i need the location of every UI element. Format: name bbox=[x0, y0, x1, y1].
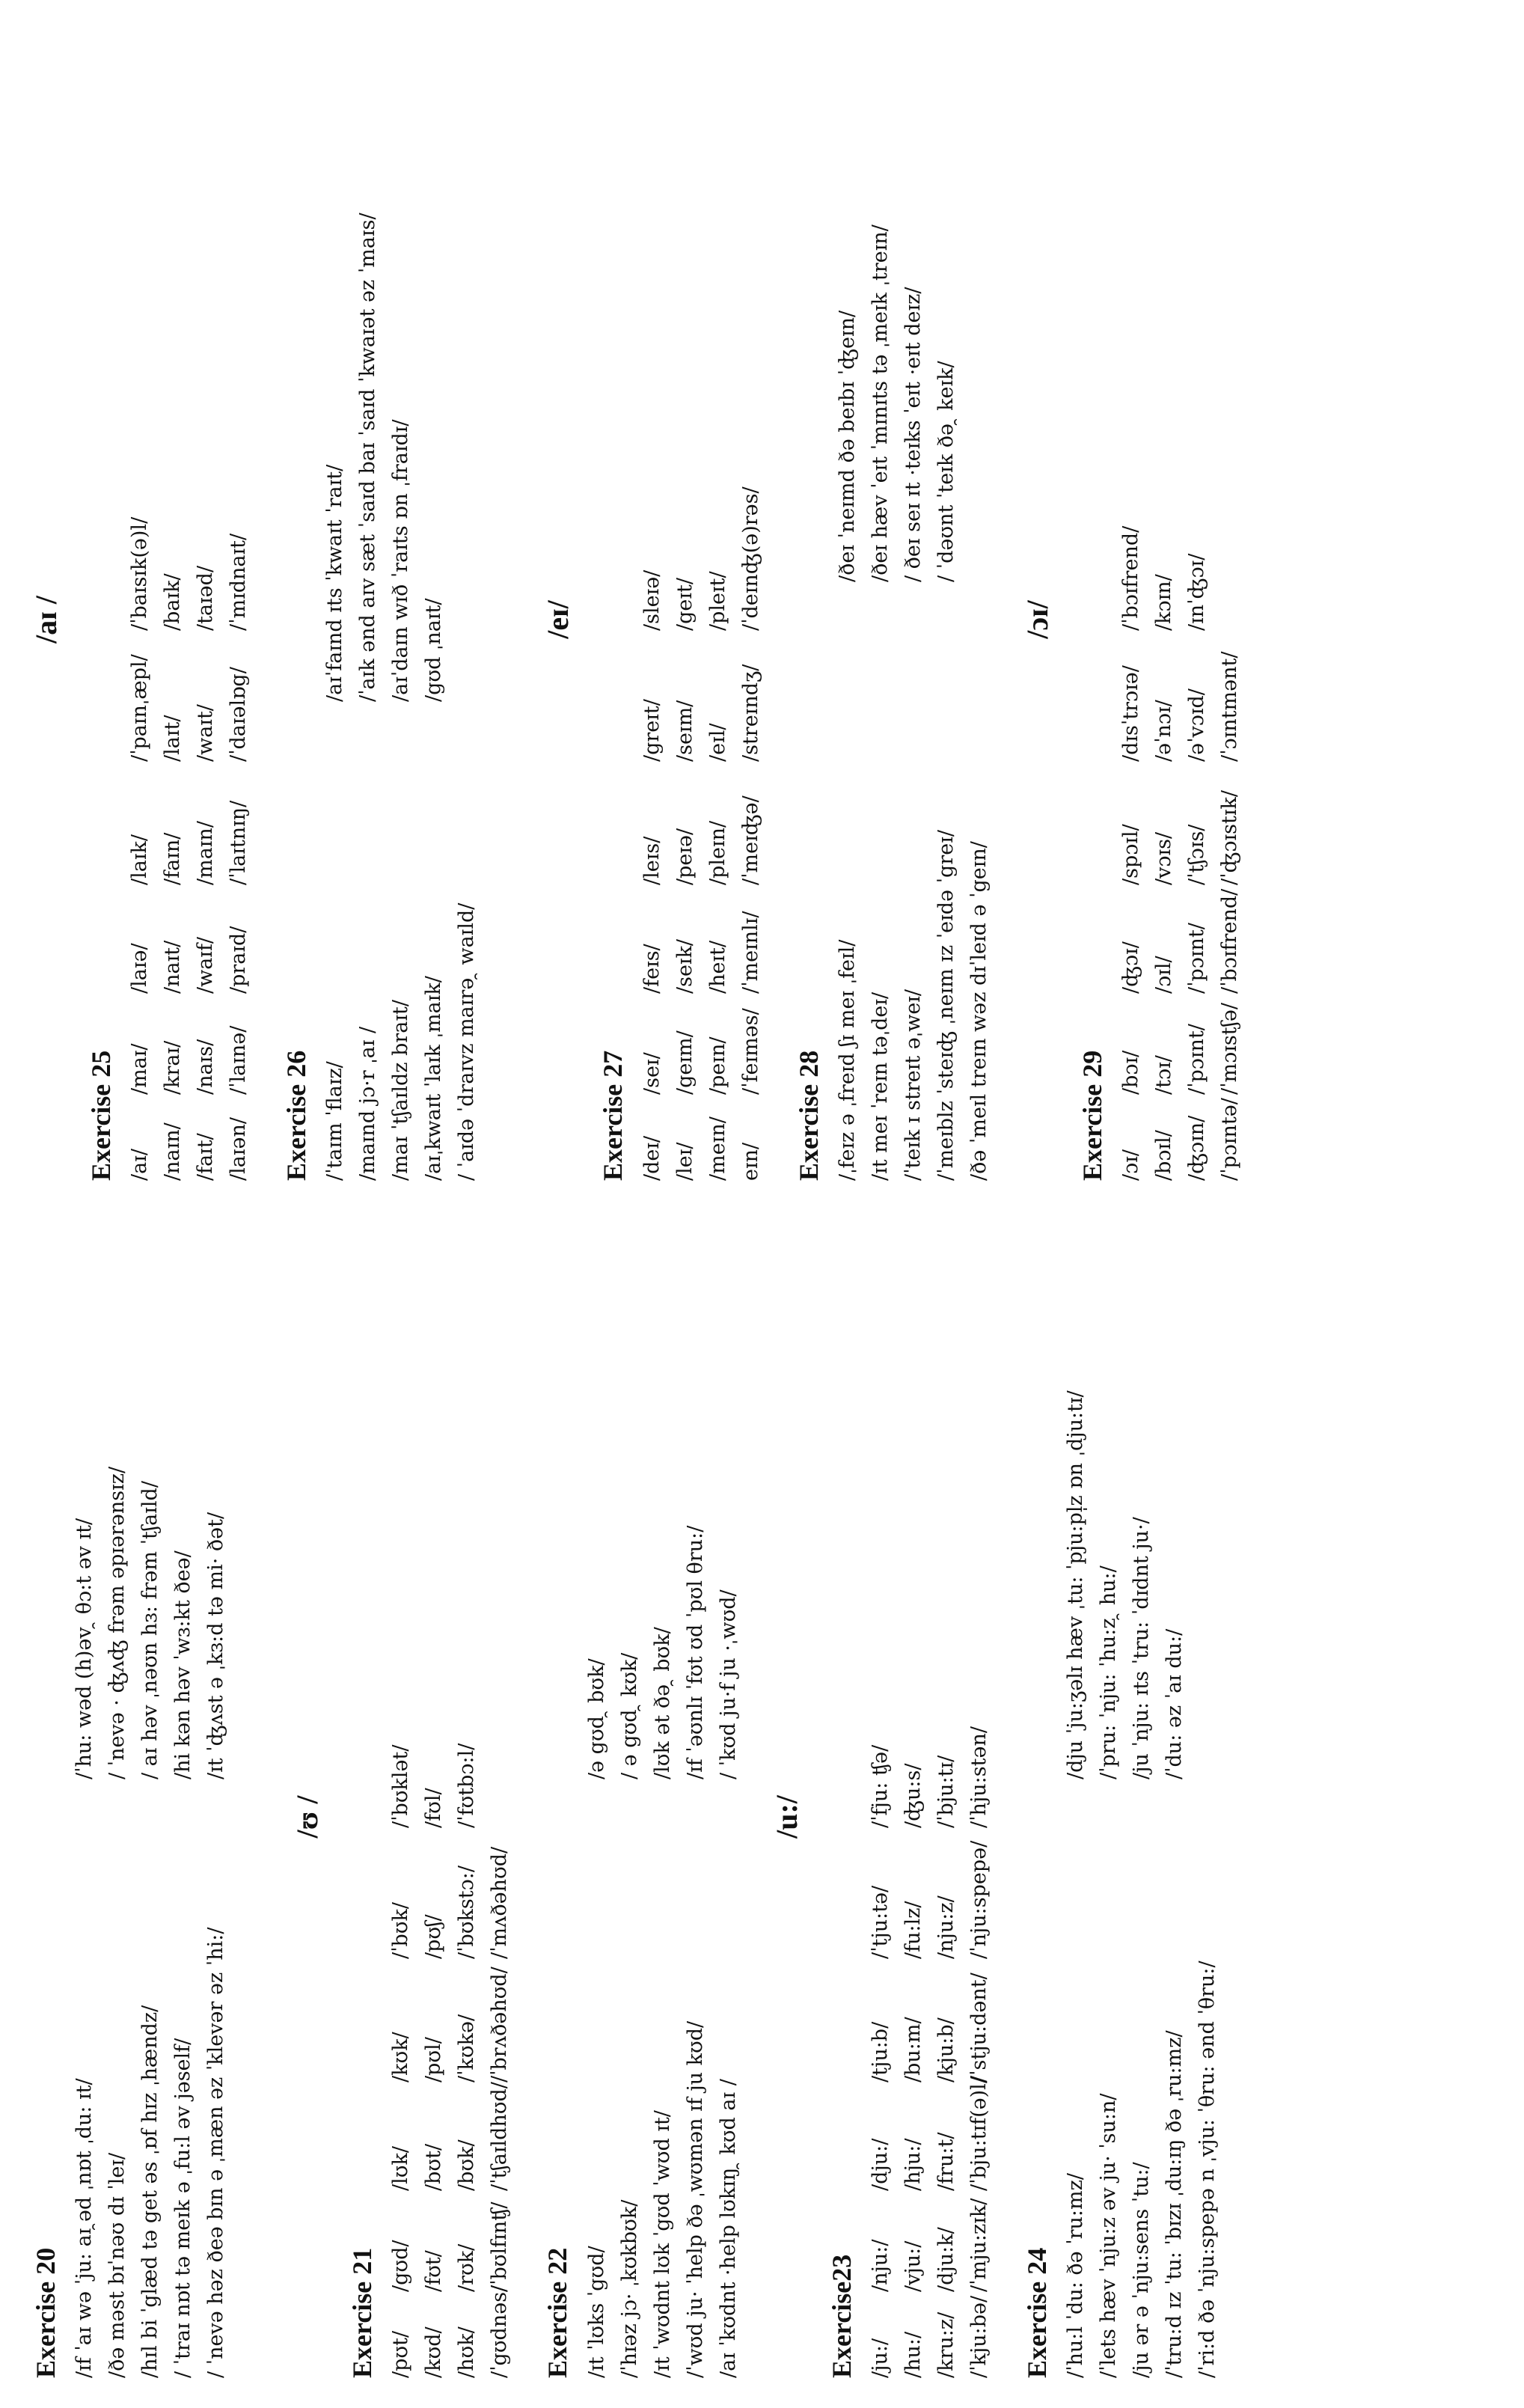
word: /ˈbɔɪfrend/ bbox=[1217, 888, 1241, 994]
word: /ʤu:s/ bbox=[901, 1763, 925, 1828]
word: /kju:b/ bbox=[934, 2017, 958, 2082]
sentence: / ˈnevə həz ðeə bɪn ə ˌmæn əz ˈklevər əz ˈhi:/ bbox=[204, 1927, 228, 2378]
word: /sleɪə/ bbox=[640, 569, 664, 631]
sentence-columns bbox=[581, 1256, 745, 2378]
section-heading: /aɪ / bbox=[29, 596, 63, 644]
sentence: /aɪˈfaɪnd ɪts ˈkwaɪt ˈraɪt/ bbox=[323, 464, 347, 702]
word: /ˈpɔɪntə/ bbox=[1217, 1098, 1241, 1181]
sentence-column-right bbox=[68, 1467, 233, 1779]
word: /waɪt/ bbox=[194, 704, 218, 762]
word bbox=[1214, 350, 1246, 500]
word: /laɪt/ bbox=[161, 715, 185, 762]
word: /ˈmeɪʤə/ bbox=[738, 795, 762, 885]
sentence-columns bbox=[831, 58, 996, 1181]
word: /laɪə/ bbox=[128, 943, 152, 994]
sentence: /ju ər ə ˈnju:sens ˈtu:/ bbox=[1129, 2162, 1153, 2378]
exercise-28 bbox=[793, 58, 996, 1181]
word: /peɪn/ bbox=[706, 1036, 729, 1095]
word: /ɪnˈʤɔɪ/ bbox=[1184, 553, 1208, 631]
word: /pleɪn/ bbox=[706, 820, 729, 885]
word: /ˈtʃɔɪs/ bbox=[1184, 824, 1208, 885]
sentence: /ɪt meɪ ˈreɪn təˌdeɪ/ bbox=[868, 991, 892, 1181]
word: /pʊʃ/ bbox=[422, 1914, 446, 1959]
word: /ˈbju:tɪf(ə)l/ bbox=[967, 2077, 991, 2191]
word-grid bbox=[123, 58, 255, 1181]
word-grid bbox=[385, 1256, 516, 2378]
word: /geɪm/ bbox=[673, 1030, 697, 1095]
word: /greɪt/ bbox=[640, 699, 664, 762]
sentence: /ˈaɪk ənd aɪv sæt ˈsaɪd baɪ ˈsaɪd ˈkwaɪət əz ˈmaɪs/ bbox=[356, 213, 380, 702]
word: /deɪ/ bbox=[640, 1135, 664, 1181]
word: /ˈfeɪməs/ bbox=[738, 1008, 762, 1095]
word: /gʊd/ bbox=[389, 2240, 413, 2292]
exercise-title: Exercise 24 bbox=[1021, 2247, 1052, 2378]
word: /baɪk/ bbox=[161, 573, 185, 631]
word: /ˈpaɪnˌæpl/ bbox=[128, 654, 152, 762]
word: /ˈɔɪntmənt/ bbox=[1217, 651, 1241, 762]
word: /tju:b/ bbox=[868, 2021, 892, 2082]
word: /maɪn/ bbox=[194, 821, 218, 885]
word: /ˈbʊlfɪnʧ/ bbox=[488, 2201, 512, 2292]
sentence: /ɪt ˈwʊdnt lʊk ˈgʊd ˈwʊd ɪt/ bbox=[650, 2110, 674, 2378]
word: /kʊk/ bbox=[389, 2032, 413, 2082]
sentence: /aɪˈdaɪn wɪð ˈraɪts ɒn ˌfraɪdɪ/ bbox=[389, 419, 413, 702]
word: /ɔɪl/ bbox=[1151, 956, 1175, 994]
word: /ˈʤɔɪstɪk/ bbox=[1217, 790, 1241, 885]
word: /ˈtju:tə/ bbox=[868, 1885, 892, 1959]
sentence-column-left bbox=[319, 903, 483, 1181]
word: /bʊt/ bbox=[422, 2143, 446, 2191]
sentence: /aɪ ˈkʊdnt ·help lʊkɪŋ ̯ kʊd aɪ / bbox=[716, 2079, 740, 2378]
word bbox=[1115, 350, 1148, 500]
word: /meɪn/ bbox=[706, 1116, 729, 1181]
word bbox=[669, 350, 702, 500]
sentence: / ˈkʊd ju·f ju ·ˌwʊd/ bbox=[716, 1589, 740, 1779]
sentence: / ˈdəʊnt ˈteɪk ðə ̯ keɪk/ bbox=[934, 361, 958, 582]
exercise-title: Exercise 27 bbox=[598, 1050, 628, 1181]
word: /ʤɔɪ/ bbox=[1118, 941, 1142, 994]
word: /hu:/ bbox=[901, 2331, 925, 2378]
exercise-21 bbox=[346, 1256, 516, 2378]
word: /faɪn/ bbox=[161, 832, 185, 885]
word: /spɔɪl/ bbox=[1118, 824, 1142, 885]
word: /naɪs/ bbox=[194, 1039, 218, 1095]
exercise-27 bbox=[597, 58, 767, 1181]
exercise-26 bbox=[281, 58, 516, 1181]
sentence: /ɪf ˈaɪ wə ˈju: aɪ ̯əd ˌnɒt ˌdu: ɪt/ bbox=[73, 2078, 97, 2378]
exercise-23 bbox=[826, 1256, 996, 2378]
word: /ɔɪ/ bbox=[1118, 1149, 1142, 1181]
sentence-column-right bbox=[1059, 1390, 1191, 1779]
sentence-column-left bbox=[831, 830, 996, 1181]
exercise-title: Exercise 22 bbox=[542, 2247, 573, 2378]
word: /bɔɪl/ bbox=[1151, 1130, 1175, 1181]
word: /feɪs/ bbox=[640, 944, 664, 994]
sentence: /ˈri:d ðə ˈnju:spepə n ˌvju: ˈθru: ənd ˈθru:/ bbox=[1195, 1961, 1219, 2378]
sentence: /ˈmeɪblz ˈsteɪʤ ˌneɪm ɪz ˈeɪdə ˈgreɪ/ bbox=[934, 830, 958, 1181]
section-heading: /eɪ/ bbox=[541, 600, 575, 639]
word: /naɪn/ bbox=[161, 1122, 185, 1181]
word: /seɪm/ bbox=[673, 700, 697, 762]
word bbox=[702, 350, 735, 500]
word: /leɪ/ bbox=[673, 1142, 697, 1181]
word-grid bbox=[1115, 58, 1246, 1181]
word bbox=[864, 1547, 897, 1697]
sentence-column-right bbox=[581, 1526, 745, 1779]
word: /pleɪt/ bbox=[706, 571, 729, 631]
exercise-25 bbox=[85, 58, 255, 1181]
word: /ju:/ bbox=[868, 2338, 892, 2378]
exercise-title: Exercise 26 bbox=[281, 1050, 312, 1181]
word: /seɪk/ bbox=[673, 938, 697, 994]
word bbox=[483, 1697, 516, 1828]
exercise-title: Exercise 21 bbox=[347, 2247, 378, 2378]
word bbox=[123, 350, 156, 500]
word: eɪn/ bbox=[738, 1142, 762, 1181]
word: /praɪd/ bbox=[227, 926, 251, 994]
sentence: /ˌfeɪz ə ˌfreɪd ʃɪ meɪ ˌfeɪl/ bbox=[835, 939, 859, 1181]
word: /əˈnɔɪ/ bbox=[1151, 700, 1175, 762]
sentence: /hɪl bi ˈglæd tə get əs ˌɒf hɪz ˌhændz/ bbox=[138, 2005, 162, 2378]
sentence: /ðeɪ hæv ˈeɪt ˈmɪnɪts tə ˌmeɪk ˌtreɪn/ bbox=[868, 224, 892, 582]
word-grid bbox=[636, 58, 768, 1181]
section-heading: /u:/ bbox=[769, 1795, 804, 1839]
word: /seɪ/ bbox=[640, 1052, 664, 1095]
right-half bbox=[30, 58, 1272, 1181]
sentence: /hi kən həv ˈwɜ:kt ðeə/ bbox=[171, 1550, 195, 1779]
word: /fʊl/ bbox=[422, 1788, 446, 1828]
exercise-22 bbox=[542, 1256, 744, 2378]
sentence-columns bbox=[1059, 1256, 1224, 2378]
sentence: /ɪf ˈəʊnlɪ ˈfʊt ʊd ˈpʊl θru:/ bbox=[683, 1525, 707, 1779]
word: /taɪəd/ bbox=[194, 565, 218, 631]
word bbox=[189, 350, 222, 500]
word: /ˈlaɪnə/ bbox=[227, 1025, 251, 1095]
sentence: / aɪ həv ˌnəʊn hɜ: frəm ˈtʃaɪld/ bbox=[138, 1481, 162, 1779]
word: /hju:/ bbox=[901, 2138, 925, 2191]
exercise-title: Exercise 28 bbox=[793, 1050, 824, 1181]
word: /dju:k/ bbox=[934, 2227, 958, 2292]
sentence: /ˈlets hæv ˈnju:z əv ju· ˈsu:n/ bbox=[1096, 2093, 1120, 2378]
sentence-column-right bbox=[831, 224, 963, 582]
exercise-29 bbox=[1077, 58, 1246, 1181]
word: /streɪndʒ/ bbox=[738, 664, 762, 762]
word: /ˈpɔɪnt/ bbox=[1184, 923, 1208, 994]
sentence: /ˈhu: wəd (h)əv ̯ θɔ:t əv ɪt/ bbox=[73, 1518, 97, 1779]
word: /ˈmju:zɪk/ bbox=[967, 2198, 991, 2292]
sentence-column-left bbox=[581, 2021, 745, 2378]
word: /ˈmʌðəhʊd/ bbox=[488, 1846, 512, 1959]
word bbox=[1181, 350, 1214, 500]
section-heading: /ʊ / bbox=[290, 1795, 325, 1839]
word: /ˈnju:spepə/ bbox=[967, 1840, 991, 1959]
word: /ˈtʃaɪldhʊd/ bbox=[488, 2082, 512, 2191]
word: /bʊk/ bbox=[455, 2139, 479, 2191]
sentence: / ˈtraɪ nɒt tə meɪk ə ˌfu:l əv jəself/ bbox=[171, 2038, 195, 2378]
word bbox=[1214, 500, 1246, 631]
sentence: /ˈpru: ˈnju: ˈhu:z ̯ hu:/ bbox=[1096, 1565, 1120, 1779]
word bbox=[483, 1547, 516, 1697]
sentence: / ˈnevə · ʤʌʤ frəm əpɪərənsɪz/ bbox=[105, 1466, 129, 1779]
sentence: /gʊd ˌnaɪt/ bbox=[422, 598, 446, 702]
word: /pʊl/ bbox=[422, 2037, 446, 2082]
word bbox=[930, 1547, 963, 1697]
sentence: /ˈhu:l ˈdu: ðə ˈru:mz/ bbox=[1063, 2173, 1087, 2378]
word: /dju:/ bbox=[868, 2138, 892, 2191]
word: /aɪ/ bbox=[128, 1149, 152, 1181]
sentence: /ðeɪ ˈneɪmd ðə beɪbɪ ˈʤeɪn/ bbox=[835, 310, 859, 582]
word: /ˈmɪdnaɪt/ bbox=[227, 533, 251, 631]
word: /ˈbju:tɪ/ bbox=[934, 1755, 958, 1828]
word: /ˈgʊdnəs/ bbox=[488, 2285, 512, 2378]
word bbox=[222, 350, 255, 500]
sentence: /ɪt ˈʤʌst ə ˌkɜ:d tə mi· ðət/ bbox=[204, 1512, 228, 1779]
word bbox=[417, 1547, 450, 1697]
word: /ˈfʊtbɔ:l/ bbox=[455, 1743, 479, 1828]
word: /faɪt/ bbox=[194, 1133, 218, 1181]
sentence: /aɪˌkwaɪt ˈlaɪk ˌmaɪk/ bbox=[422, 976, 446, 1181]
word: /fru:t/ bbox=[934, 2132, 958, 2191]
word: /heɪt/ bbox=[706, 940, 729, 994]
word bbox=[450, 1547, 483, 1697]
word: /dɪsˈtrɔɪə/ bbox=[1118, 665, 1142, 762]
word: /fu:lz/ bbox=[901, 1901, 925, 1959]
word: /ˈbʊkstɔ:/ bbox=[455, 1865, 479, 1959]
sentence: /ðə ˈmeɪl treɪn wəz dɪˈleɪd ə ˈgeɪn/ bbox=[967, 841, 991, 1181]
exercise-20 bbox=[30, 1256, 266, 2378]
word: /nju:/ bbox=[868, 2239, 892, 2292]
word: /ˈpɔɪnt/ bbox=[1184, 1024, 1208, 1095]
word: /leɪs/ bbox=[640, 836, 664, 885]
word: /ˈbɔɪfrend/ bbox=[1118, 525, 1142, 631]
word: /vɔɪs/ bbox=[1151, 831, 1175, 885]
sentence: /dju ˈju:ʒəlɪ hæv ˌtu: ˈpju:pl̩z ɒn ˌdju:tɪ/ bbox=[1063, 1390, 1087, 1779]
sentence: /ˈhɪəz jɔ· ˌkʊkbʊk/ bbox=[617, 2199, 641, 2378]
word: /ˈhju:stən/ bbox=[967, 1726, 991, 1828]
word: /ˈmeɪnlɪ/ bbox=[738, 911, 762, 994]
word: /vju:/ bbox=[901, 2240, 925, 2292]
word: /ˈlaɪtnɪŋ/ bbox=[227, 800, 251, 885]
word: /əˈvɔɪd/ bbox=[1184, 688, 1208, 762]
word: /hʊk/ bbox=[455, 2326, 479, 2378]
word: /kɔɪn/ bbox=[1151, 574, 1175, 631]
word: /peɪə/ bbox=[673, 828, 697, 885]
sentence: /ə gʊd ̯ bʊk/ bbox=[584, 1658, 608, 1779]
word: /ˈbrʌðəhʊd/ bbox=[488, 1967, 512, 2082]
word: /ˈdeɪnʤ(ə)rəs/ bbox=[738, 486, 762, 631]
word: /ˈkʊkə/ bbox=[455, 2014, 479, 2082]
sentence: / ˈaɪdə ˈdraɪvz maɪrə ̯ waɪld/ bbox=[455, 902, 479, 1181]
section-heading: /ɔɪ/ bbox=[1020, 600, 1054, 639]
word bbox=[385, 1547, 417, 1697]
exercise-24 bbox=[1021, 1256, 1224, 2378]
word: /kru:z/ bbox=[934, 2311, 958, 2378]
exercise-title: Exercise 29 bbox=[1077, 1050, 1107, 1181]
word: /bɔɪ/ bbox=[1118, 1050, 1142, 1095]
sentence: /ˈteɪk ɪ streɪt əˌweɪ/ bbox=[901, 988, 925, 1181]
sentence-column-left bbox=[1059, 1961, 1224, 2378]
word: /ˈbʊklət/ bbox=[389, 1744, 413, 1828]
sentence-column-left bbox=[68, 1928, 233, 2378]
word: /kraɪ/ bbox=[161, 1040, 185, 1095]
word: /bu:m/ bbox=[901, 2017, 925, 2082]
word: /lʊk/ bbox=[389, 2146, 413, 2191]
word: /naɪt/ bbox=[161, 940, 185, 994]
sentence: /ju ˈnju: ɪts ˈtru: ˈdɪdnt ju·/ bbox=[1129, 1517, 1153, 1779]
word: /laɪk/ bbox=[128, 834, 152, 885]
sentence-column-right bbox=[319, 213, 450, 702]
word bbox=[1148, 350, 1181, 500]
sentence: /ˈtru:d ɪz ˈtu: ˈbɪzɪ ˌdu:ɪŋ ðə ˌru:mz/ bbox=[1162, 2030, 1186, 2378]
sentence: /ˈwʊd ju· ˈhelp ðə ˌwʊmən ɪf ju kʊd/ bbox=[683, 2020, 707, 2378]
word bbox=[156, 350, 189, 500]
sentence: /ˈtaɪm ˈflaɪz/ bbox=[323, 1061, 347, 1181]
sentence: /ˈdu: əz ˈaɪ du:/ bbox=[1162, 1628, 1186, 1779]
exercise-title: Exercise 20 bbox=[31, 2247, 61, 2378]
word: /waɪf/ bbox=[194, 936, 218, 994]
word: /geɪt/ bbox=[673, 578, 697, 631]
word: /rʊk/ bbox=[455, 2243, 479, 2292]
word bbox=[963, 1547, 996, 1697]
word: /ˈfju: ʧə/ bbox=[868, 1744, 892, 1828]
sentence: /maɪ ˈtʃaɪldz braɪt/ bbox=[389, 1000, 413, 1181]
word: /tɔɪ/ bbox=[1151, 1055, 1175, 1095]
word bbox=[897, 1547, 930, 1697]
word: /kʊd/ bbox=[422, 2326, 446, 2378]
word: /eɪl/ bbox=[706, 723, 729, 762]
word bbox=[735, 350, 768, 500]
exercise-title: Exercise23 bbox=[826, 2254, 857, 2378]
sentence: /ðə məst bɪˈnəʊ dɪ ˈleɪ/ bbox=[105, 2152, 129, 2378]
word: /laɪən/ bbox=[227, 1117, 251, 1181]
word: /maɪ/ bbox=[128, 1043, 152, 1095]
exercise-title: Exercise 25 bbox=[86, 1050, 116, 1181]
word: /ˈdaɪəlɒg/ bbox=[227, 667, 251, 762]
word: /pʊt/ bbox=[389, 2330, 413, 2378]
sentence-columns bbox=[319, 58, 516, 1181]
word: /ˈbʊk/ bbox=[389, 1901, 413, 1959]
word: /ʤɔɪn/ bbox=[1184, 1115, 1208, 1181]
sentence-columns bbox=[68, 1256, 266, 2378]
word: /ˈstju:dənt/ bbox=[967, 1972, 991, 2082]
left-half bbox=[30, 1256, 1249, 2378]
sentence: / ə gʊd ̯ kʊk/ bbox=[617, 1652, 641, 1779]
word: /ˈkju:bə/ bbox=[967, 2295, 991, 2378]
word: /ˈmɔɪstʃə/ bbox=[1217, 1003, 1241, 1095]
word: /fʊt/ bbox=[422, 2250, 446, 2292]
word bbox=[636, 350, 669, 500]
word: /nju:z/ bbox=[934, 1895, 958, 1959]
word: /ˈbaɪsɪk(ə)l/ bbox=[128, 516, 152, 631]
sentence: /lʊk ət ðə ̯ bʊk/ bbox=[650, 1627, 674, 1779]
sentence: / ðeɪ seɪ ɪt ·teɪks ˈeɪt ·eɪt deɪz/ bbox=[901, 287, 925, 582]
word-grid bbox=[864, 1256, 996, 2378]
sentence: /ɪt ˈlʊks ˈgʊd/ bbox=[584, 2246, 608, 2378]
sentence: /maɪnd jɔ·r ˌaɪ / bbox=[356, 1026, 380, 1181]
